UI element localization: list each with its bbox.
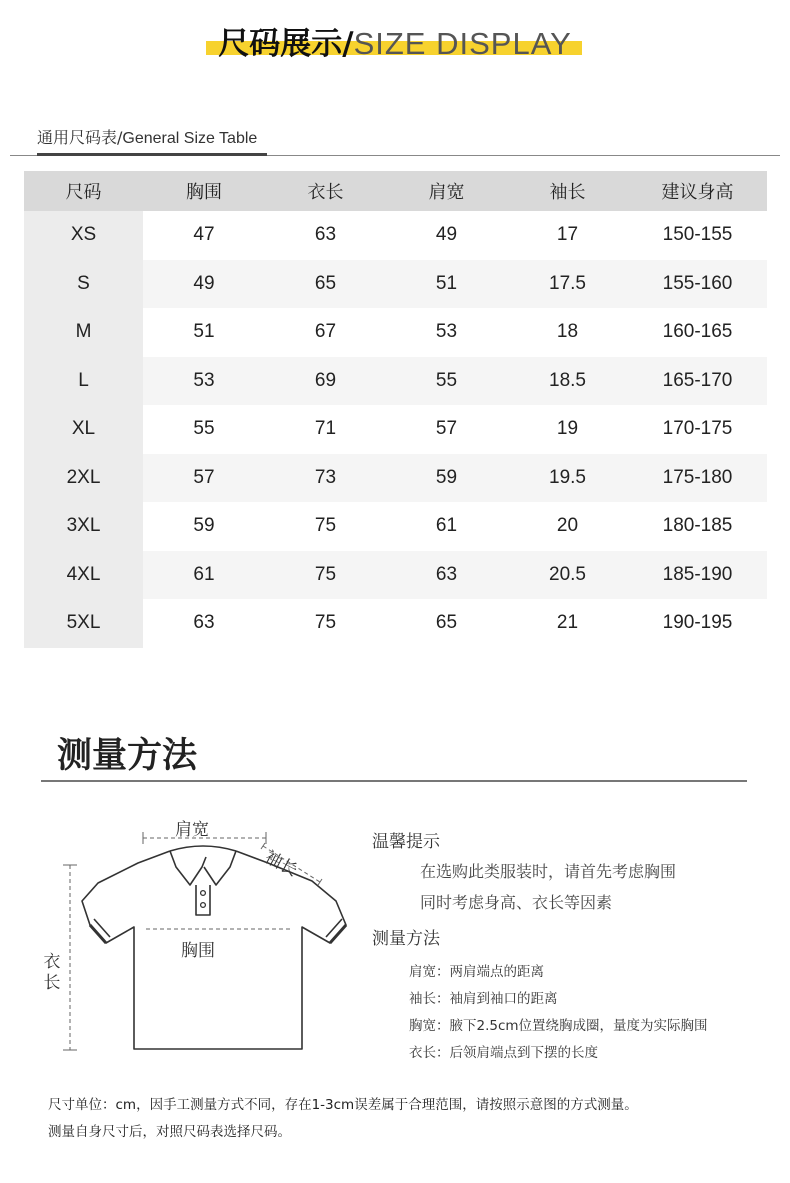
size-table-header-row bbox=[24, 171, 767, 211]
sleeve-cell: 18 bbox=[507, 308, 628, 357]
size-table-caption-zh: 通用尺码表/ bbox=[37, 128, 123, 147]
height-cell: 180-185 bbox=[628, 502, 767, 551]
polo-shirt-icon bbox=[30, 805, 350, 1065]
length-cell: 65 bbox=[265, 260, 386, 309]
size-cell: 5XL bbox=[24, 599, 143, 648]
sleeve-cell: 21 bbox=[507, 599, 628, 648]
table-row bbox=[24, 308, 767, 357]
table-row bbox=[24, 211, 767, 260]
height-cell: 155-160 bbox=[628, 260, 767, 309]
sleeve-cell: 20 bbox=[507, 502, 628, 551]
column-header-sleeve: 袖长 bbox=[507, 171, 628, 211]
chest-cell: 53 bbox=[143, 357, 265, 406]
unit-note: 尺寸单位：cm，因手工测量方式不同，存在1-3cm误差属于合理范围，请按照示意图的方式测量。 bbox=[48, 1097, 638, 1113]
title-zh: 尺码展示/ bbox=[218, 26, 354, 62]
height-cell: 185-190 bbox=[628, 551, 767, 600]
table-row bbox=[24, 502, 767, 551]
height-cell: 170-175 bbox=[628, 405, 767, 454]
shoulder-cell: 51 bbox=[386, 260, 507, 309]
shoulder-cell: 59 bbox=[386, 454, 507, 503]
table-row bbox=[24, 357, 767, 406]
size-cell: 3XL bbox=[24, 502, 143, 551]
measurement-divider bbox=[41, 780, 747, 782]
column-header-size: 尺码 bbox=[24, 171, 143, 211]
table-row bbox=[24, 260, 767, 309]
height-cell: 160-165 bbox=[628, 308, 767, 357]
caption-underline bbox=[37, 153, 267, 156]
size-cell: XS bbox=[24, 211, 143, 260]
table-row bbox=[24, 454, 767, 503]
table-row bbox=[24, 599, 767, 648]
shoulder-cell: 57 bbox=[386, 405, 507, 454]
chest-cell: 51 bbox=[143, 308, 265, 357]
method-title: 测量方法 bbox=[372, 929, 440, 949]
chest-cell: 59 bbox=[143, 502, 265, 551]
chest-cell: 63 bbox=[143, 599, 265, 648]
height-cell: 150-155 bbox=[628, 211, 767, 260]
shoulder-cell: 49 bbox=[386, 211, 507, 260]
method-item: 衣长：后领肩端点到下摆的长度 bbox=[409, 1045, 598, 1061]
shoulder-width-label: 肩宽 bbox=[175, 820, 209, 840]
height-cell: 175-180 bbox=[628, 454, 767, 503]
shoulder-cell: 61 bbox=[386, 502, 507, 551]
size-cell: 2XL bbox=[24, 454, 143, 503]
shoulder-cell: 65 bbox=[386, 599, 507, 648]
method-item: 胸宽：腋下2.5cm位置绕胸成圈，量度为实际胸围 bbox=[409, 1018, 708, 1034]
sleeve-cell: 17 bbox=[507, 211, 628, 260]
sleeve-cell: 20.5 bbox=[507, 551, 628, 600]
sleeve-cell: 19.5 bbox=[507, 454, 628, 503]
length-cell: 67 bbox=[265, 308, 386, 357]
chest-cell: 49 bbox=[143, 260, 265, 309]
sleeve-cell: 19 bbox=[507, 405, 628, 454]
chest-label: 胸围 bbox=[181, 941, 215, 961]
measurement-section-title: 测量方法 bbox=[57, 736, 198, 776]
sleeve-length-label: 袖长 bbox=[261, 847, 301, 882]
length-cell: 63 bbox=[265, 211, 386, 260]
method-item: 袖长：袖肩到袖口的距离 bbox=[409, 991, 558, 1007]
column-header-shoulder: 肩宽 bbox=[386, 171, 507, 211]
size-cell: XL bbox=[24, 405, 143, 454]
table-row bbox=[24, 551, 767, 600]
title-en: SIZE DISPLAY bbox=[353, 26, 572, 61]
size-cell: S bbox=[24, 260, 143, 309]
page-title bbox=[218, 24, 572, 64]
shoulder-cell: 55 bbox=[386, 357, 507, 406]
length-cell: 75 bbox=[265, 502, 386, 551]
size-table bbox=[24, 171, 767, 648]
sleeve-cell: 18.5 bbox=[507, 357, 628, 406]
size-cell: 4XL bbox=[24, 551, 143, 600]
chest-cell: 57 bbox=[143, 454, 265, 503]
chest-cell: 47 bbox=[143, 211, 265, 260]
length-cell: 75 bbox=[265, 599, 386, 648]
chest-cell: 61 bbox=[143, 551, 265, 600]
length-cell: 71 bbox=[265, 405, 386, 454]
page-header bbox=[0, 24, 790, 64]
shoulder-cell: 63 bbox=[386, 551, 507, 600]
height-cell: 165-170 bbox=[628, 357, 767, 406]
size-table-caption bbox=[37, 125, 257, 148]
column-header-length: 衣长 bbox=[265, 171, 386, 211]
measurement-diagram bbox=[30, 805, 350, 1065]
chest-cell: 55 bbox=[143, 405, 265, 454]
size-table-caption-en: General Size Table bbox=[122, 130, 258, 147]
length-cell: 75 bbox=[265, 551, 386, 600]
length-cell: 69 bbox=[265, 357, 386, 406]
tips-line: 同时考虑身高、衣长等因素 bbox=[420, 893, 613, 912]
method-item: 肩宽：两肩端点的距离 bbox=[409, 964, 544, 980]
column-header-height: 建议身高 bbox=[628, 171, 767, 211]
selection-note: 测量自身尺寸后，对照尺码表选择尺码。 bbox=[48, 1124, 291, 1140]
column-header-chest: 胸围 bbox=[143, 171, 265, 211]
sleeve-cell: 17.5 bbox=[507, 260, 628, 309]
size-cell: M bbox=[24, 308, 143, 357]
size-cell: L bbox=[24, 357, 143, 406]
table-row bbox=[24, 405, 767, 454]
shoulder-cell: 53 bbox=[386, 308, 507, 357]
length-cell: 73 bbox=[265, 454, 386, 503]
height-cell: 190-195 bbox=[628, 599, 767, 648]
garment-length-label: 衣长 bbox=[43, 952, 61, 993]
tips-line: 在选购此类服装时，请首先考虑胸围 bbox=[420, 862, 677, 881]
tips-title: 温馨提示 bbox=[372, 832, 440, 852]
